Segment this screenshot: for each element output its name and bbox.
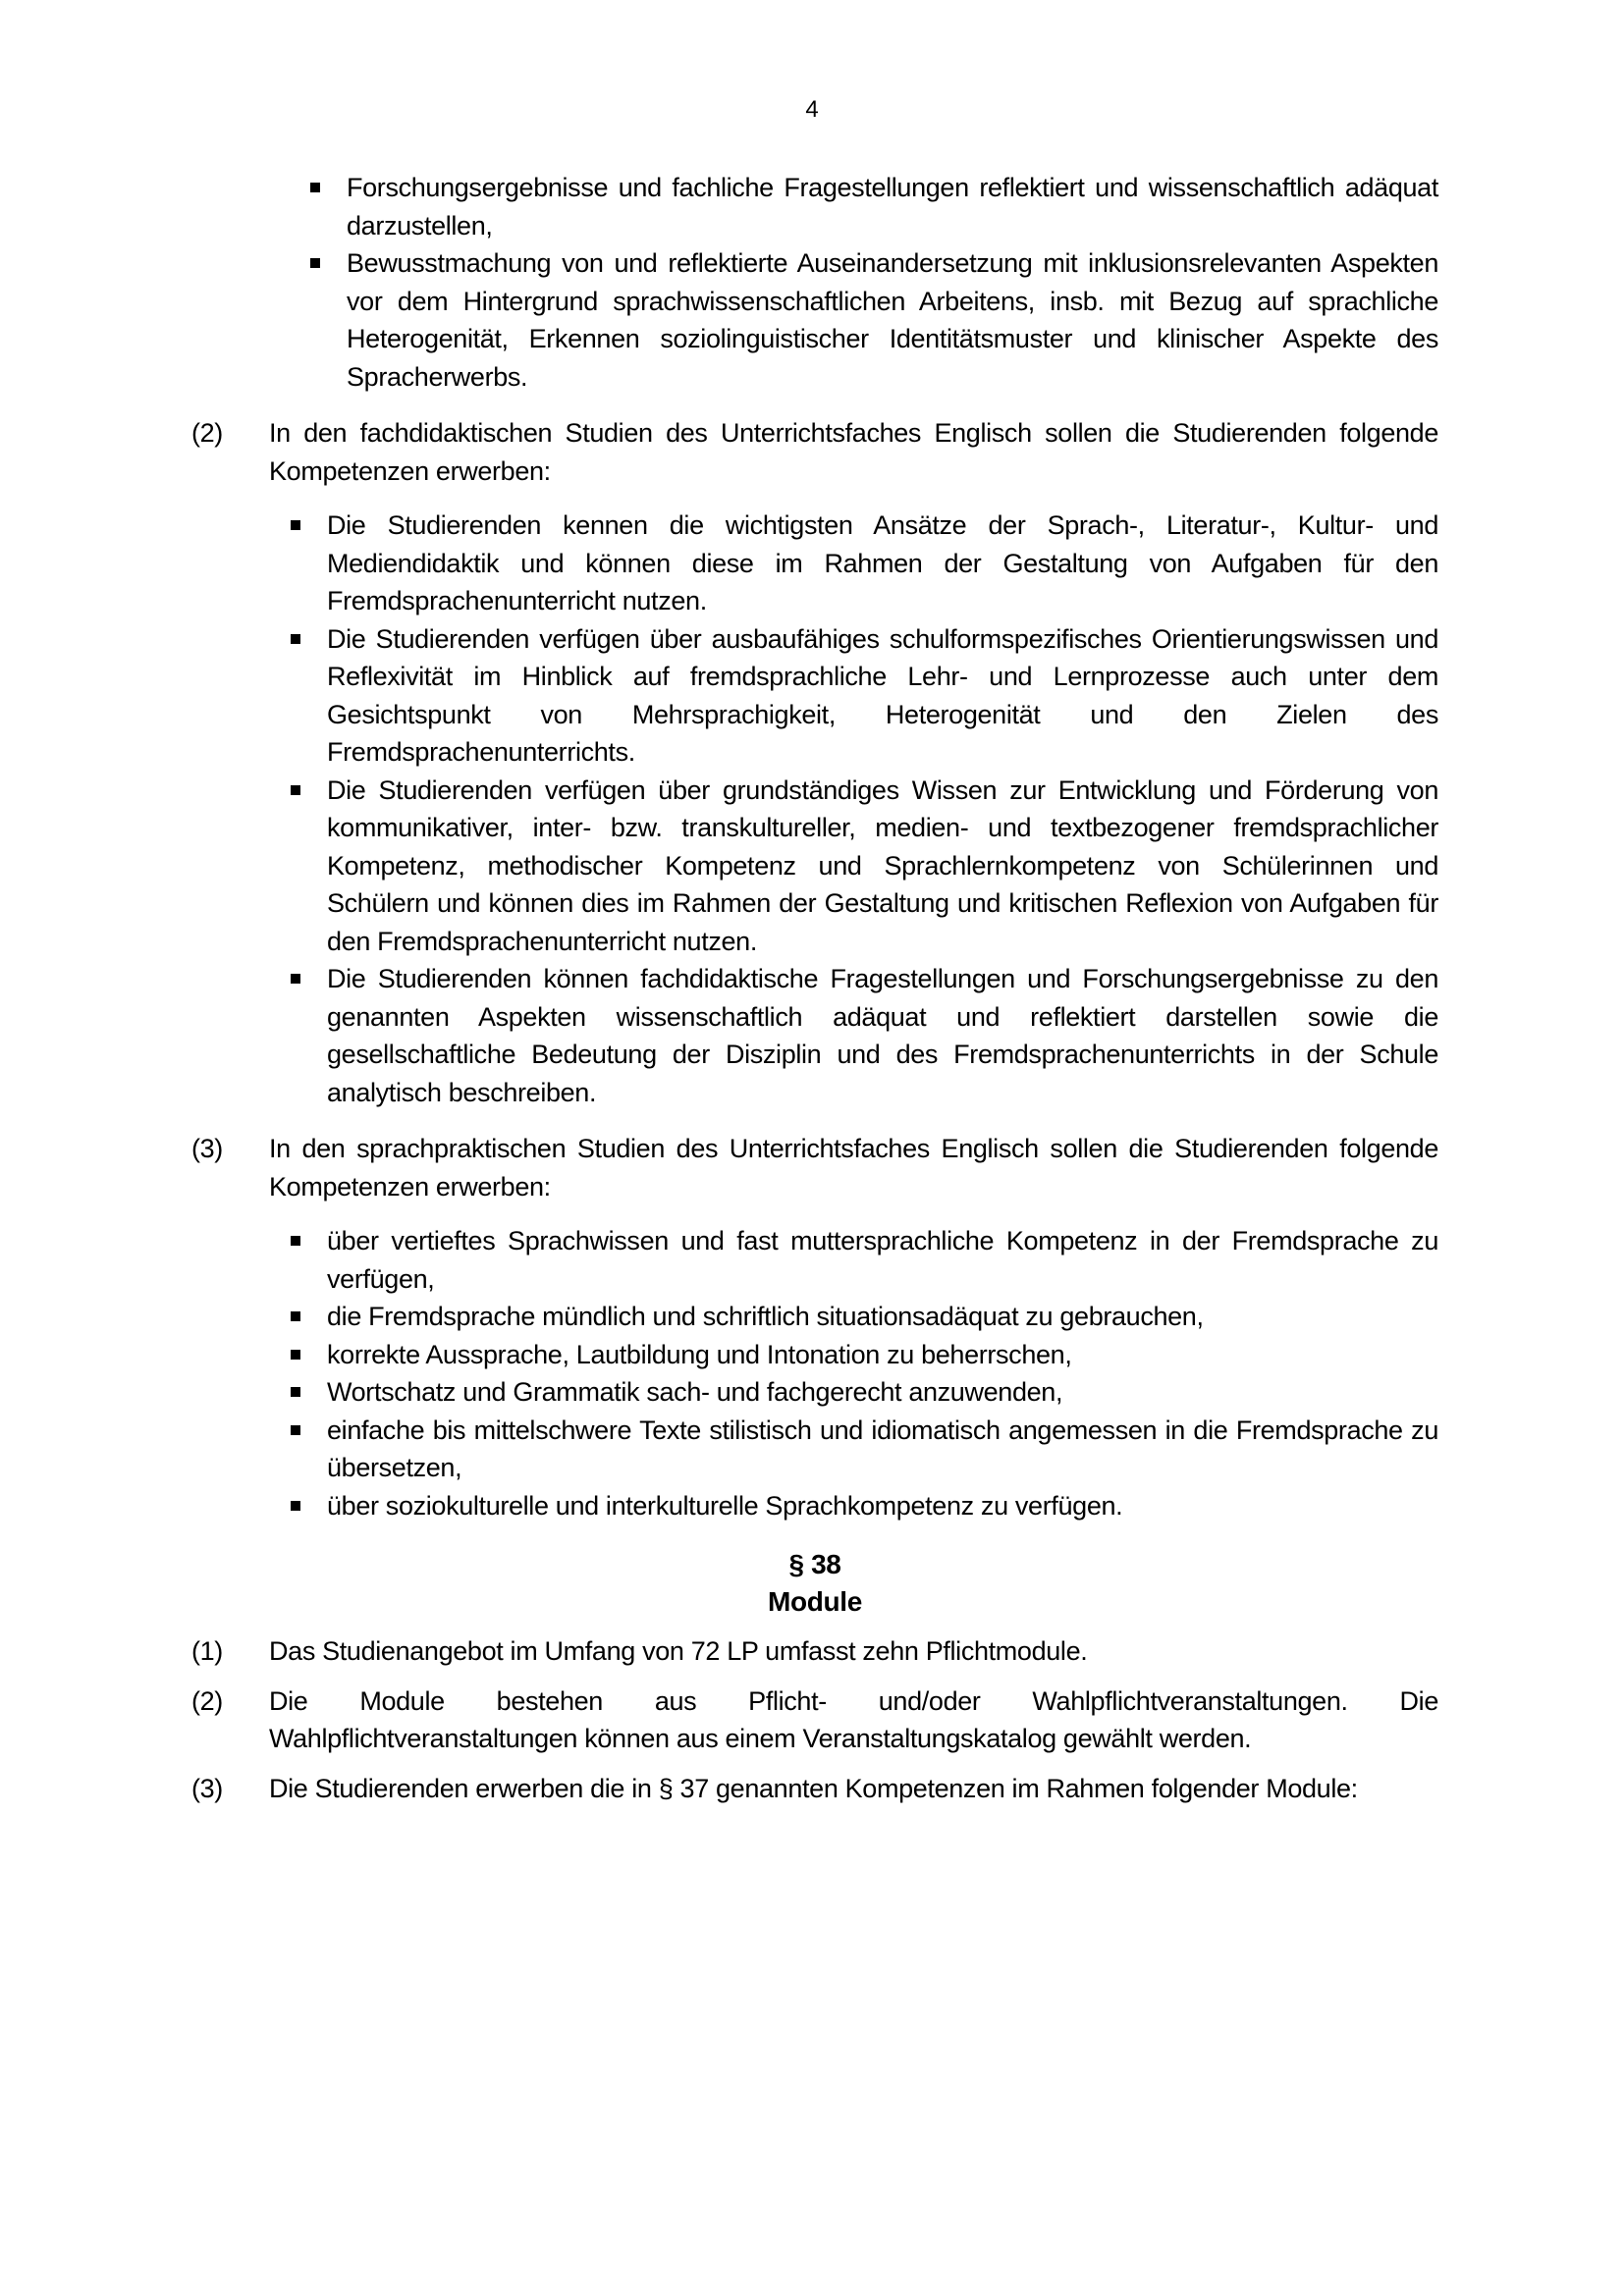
list-item: Wortschatz und Grammatik sach- und fachgerecht anzuwenden, [327, 1373, 1438, 1412]
list-item: über vertieftes Sprachwissen und fast muttersprachliche Kompetenz in der Fremdsprache zu verfügen, [327, 1222, 1438, 1298]
paragraph-37-3 [191, 1130, 1438, 1205]
page-content [191, 169, 1438, 1819]
list-item: Die Studierenden verfügen über ausbaufähiges schulformspezifisches Orientierungswissen und Reflexivität im Hinblick auf fremdsprachliche Lehr- und Lernprozesse auch unter dem Gesichtspunkt von Mehrsprachigkeit, Heterogenität und den Zielen des Fremdsprachenunterrichts. [327, 620, 1438, 772]
list-item: einfache bis mittelschwere Texte stilistisch und idiomatisch angemessen in die Fremdsprache zu übersetzen, [327, 1412, 1438, 1487]
list-item: die Fremdsprache mündlich und schriftlich situationsadäquat zu gebrauchen, [327, 1298, 1438, 1336]
list-item: Bewusstmachung von und reflektierte Auseinandersetzung mit inklusionsrelevanten Aspekten vor dem Hintergrund sprachwissenschaftlichen Arbeitens, insb. mit Bezug auf sprachliche Heterogenität, Erkennen soziolinguistischer Identitätsmuster und klinischer Aspekte des Spracherwerbs. [347, 244, 1438, 396]
intro-bullet-list [347, 169, 1438, 396]
paragraph-text: Die Studierenden erwerben die in § 37 genannten Kompetenzen im Rahmen folgender Module: [269, 1773, 1358, 1803]
paragraph-38-2 [191, 1682, 1438, 1758]
paragraph-text: Das Studienangebot im Umfang von 72 LP umfasst zehn Pflichtmodule. [269, 1636, 1088, 1666]
list-item: Die Studierenden verfügen über grundständiges Wissen zur Entwicklung und Förderung von kommunikativer, inter- bzw. transkultureller, medien- und textbezogener fremdsprachlicher Kompetenz, methodischer Kompetenz und Sprachlernkompetenz von Schülerinnen und Schülern und können dies im Rahmen der Gestaltung und kritischen Reflexion von Aufgaben für den Fremdsprachenunterricht nutzen. [327, 772, 1438, 961]
list-item: Forschungsergebnisse und fachliche Fragestellungen reflektiert und wissenschaftlich adäquat darzustellen, [347, 169, 1438, 244]
paragraph-text: Die Module bestehen aus Pflicht- und/oder Wahlpflichtveranstaltungen. Die Wahlpflichtveranstaltungen können aus einem Veranstaltungskatalog gewählt werden. [269, 1685, 1438, 1753]
section-title: Module [768, 1586, 862, 1617]
section-heading [191, 1546, 1438, 1621]
didactics-competence-list [327, 507, 1438, 1111]
paragraph-38-3 [191, 1770, 1438, 1808]
page-number: 4 [805, 96, 819, 123]
list-item: Die Studierenden kennen die wichtigsten Ansätze der Sprach-, Literatur-, Kultur- und Mediendidaktik und können diese im Rahmen der Gestaltung von Aufgaben für den Fremdsprachenunterricht nutzen. [327, 507, 1438, 620]
paragraph-number: (3) [191, 1134, 223, 1163]
list-item: über soziokulturelle und interkulturelle Sprachkompetenz zu verfügen. [327, 1487, 1438, 1525]
paragraph-text: In den sprachpraktischen Studien des Unterrichtsfaches Englisch sollen die Studierenden folgende Kompetenzen erwerben: [269, 1134, 1438, 1201]
list-item: Die Studierenden können fachdidaktische Fragestellungen und Forschungsergebnisse zu den genannten Aspekten wissenschaftlich adäquat und reflektiert darstellen sowie die gesellschaftliche Bedeutung der Disziplin und des Fremdsprachenunterrichts in der Schule analytisch beschreiben. [327, 960, 1438, 1111]
paragraph-number: (1) [191, 1636, 223, 1666]
paragraph-37-2 [191, 414, 1438, 490]
paragraph-text: In den fachdidaktischen Studien des Unterrichtsfaches Englisch sollen die Studierenden folgende Kompetenzen erwerben: [269, 418, 1438, 486]
paragraph-number: (2) [191, 1685, 223, 1716]
paragraph-number: (2) [191, 418, 223, 448]
paragraph-38-1 [191, 1632, 1438, 1671]
section-number: § 38 [788, 1549, 841, 1579]
list-item: korrekte Aussprache, Lautbildung und Intonation zu beherrschen, [327, 1336, 1438, 1374]
language-practice-competence-list [327, 1222, 1438, 1524]
paragraph-number: (3) [191, 1773, 223, 1803]
